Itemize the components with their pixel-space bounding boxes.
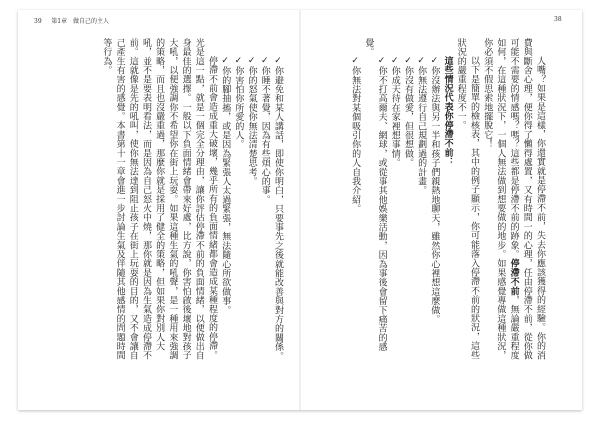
- checklist-item: ✓你成天待在家裡想事情。: [389, 56, 400, 168]
- right-paragraph-2: 以下是簡單的檢核表，其中的例子顯示，你可能落入停滯不前的狀況，這些狀況的嚴重程度不一。: [455, 38, 479, 360]
- checklist-item: ✓你避免和某人講話，即使你明白，只要事先之後就能改善與對方的關係。: [273, 56, 283, 361]
- checklist-item: ✓你無法遵行自己規劃過的計畫。: [416, 56, 427, 196]
- right-paragraph-1: 人嘴？如果是這樣，你還實就是停滯不前，失去你應該獲得的經驗。你的消費與斷舍心理，便你得了懶得處置，又有時間一的心理，任由停滯不前，從你做可能不需要的情感嗎？嗎？這些都是停滯不前的跡象。停滯不前，無論嚴重程度如何，在這種狀況下，一個人無法做到想要做的地步。如果感覺專做這種狀況，你必須不假思索地擺脫它！: [482, 38, 545, 361]
- checklist-item: ✓你害怕你所愛的人。: [233, 56, 244, 150]
- left-running-title: 第1章 做自己的主人: [51, 18, 110, 25]
- checklist-item: ✓你不打高爾夫、網球，或從事其他娛樂活動，因為事後會留下痛苦的感覺。: [363, 38, 387, 352]
- right-page-number: 38: [554, 16, 562, 23]
- checklist-item: ✓你的腳抽搐，或是因為緊張人太過緊張，無法隨心所欲做事。: [220, 56, 231, 315]
- spine-gutter: [299, 10, 301, 410]
- checklist-item: ✓你睡不著覺，因為有些煩心的事。: [259, 56, 270, 205]
- right-page-header: [554, 16, 562, 23]
- right-page-body: [318, 38, 546, 368]
- emphasis-term: 停滯不前: [508, 258, 519, 296]
- checklist-item: ✓你沒有做愛，但很想做。: [402, 56, 413, 168]
- left-page-body: [56, 38, 284, 368]
- left-page-header: [34, 16, 109, 25]
- checklist-item: ✓你沒辦法與另一半和孩子們親熱地聊天，雖然你心裡想這麼做。: [429, 56, 440, 324]
- checklist-item: ✓你無法對某個吸引你的人自我介紹。: [350, 56, 361, 214]
- section-heading: 這些情況代表你停滯不前：: [442, 56, 453, 167]
- checklist-item: ✓你的怒氣使你無法清楚思考。: [246, 56, 257, 186]
- left-paragraph-1: 停滯不前會造成重大破壞，幾乎所有的負面情緒都會造成某種程度的停滯。光是這一點，就是一個完全分理由，讓你評估停滯不前的負面情緒，以便做出自身最佳的選擇。一般以下負面情緒會帶來好處，比方說，你害怕啟後壞地對孩子大吼，以便強調你不希望你在街上玩耍。如果這種生氣的吼聲，是一種用來強調的策略，而且也沒嚴重過，那麼你就是採用了健全的策略，但如果你對別人大吼，並不是要表明看法，而是因為自己怒火中燒，那你就是因為生氣造成停滯不前。這就像是先的吼叫，使你無法達到阻止孩子在街上玩耍的目的，又不會讓自己產生有害的感覺。本書第十一章會進一步討論生氣及伴隨其他感情的問題時間等行為。: [101, 38, 217, 360]
- book-spread: [18, 10, 582, 410]
- left-page-number: 39: [34, 18, 42, 25]
